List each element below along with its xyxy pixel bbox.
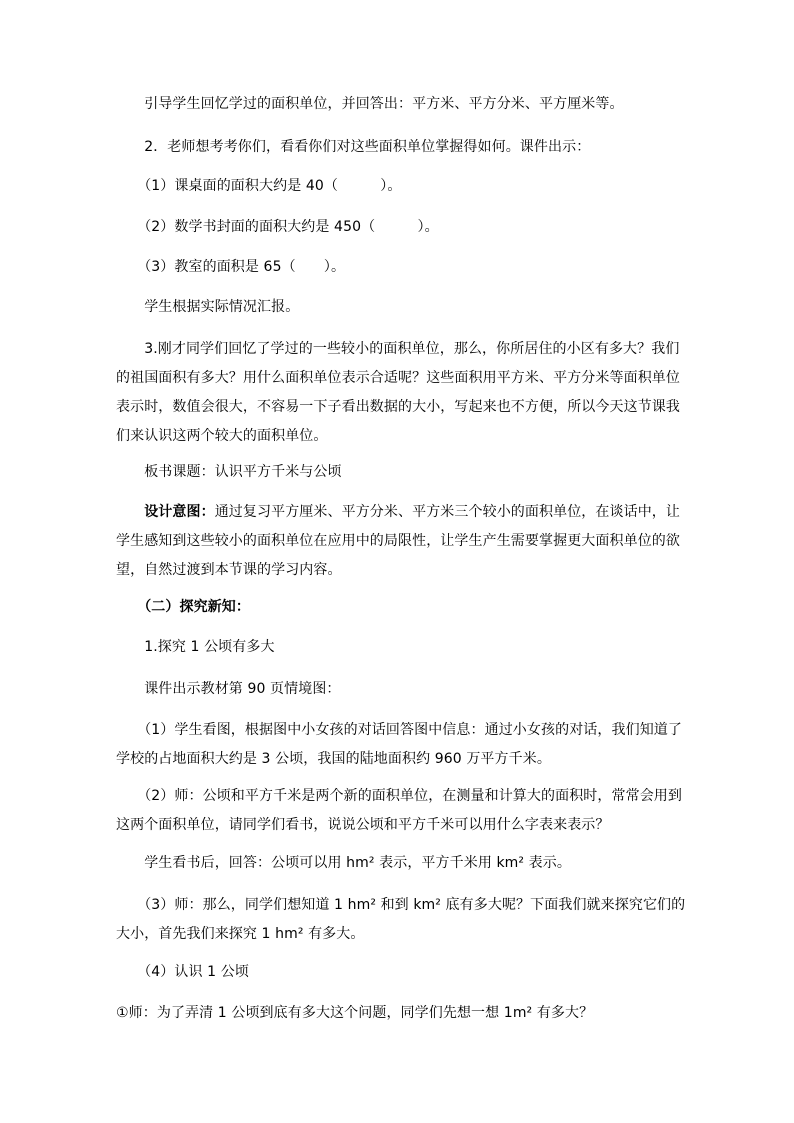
paragraph-student-answer: 学生看书后，回答：公顷可以用 hm² 表示，平方千米用 km² 表示。 [116, 855, 571, 871]
paragraph-circled-1: ①师：为了弄清 1 公顷到底有多大这个问题，同学们先想一想 1m² 有多大？ [116, 1005, 594, 1021]
design-intent-label: 设计意图： [116, 504, 215, 520]
paragraph-step-2: （2）师：公顷和平方千米是两个新的面积单位，在测量和计算大的面积时，常常会用到这两个面积单位，请同学们看书，说说公顷和平方千米可以用什么字表来表示？ [116, 788, 683, 833]
section-heading-explore: （二）探究新知： [116, 599, 250, 615]
paragraph-step-1: （1）学生看图，根据图中小女孩的对话回答图中信息：通过小女孩的对话，我们知道了学校的占地面积大约是 3 公顷，我国的陆地面积约 960 万平方千米。 [116, 722, 683, 767]
paragraph-step-3: （3）师：那么，同学们想知道 1 hm² 和到 km² 底有多大呢？下面我们就来探究它们的大小，首先我们来探究 1 hm² 有多大。 [116, 897, 686, 942]
paragraph-recall-units: 引导学生回忆学过的面积单位，并回答出：平方米、平方分米、平方厘米等。 [116, 96, 624, 112]
paragraph-explore-hectare: 1.探究 1 公顷有多大 [116, 639, 275, 655]
paragraph-board-title: 板书课题：认识平方千米与公顷 [116, 464, 342, 480]
design-intent-text: 通过复习平方厘米、平方分米、平方米三个较小的面积单位，在谈话中，让学生感知到这些较小的面积单位在应用中的局限性，让学生产生需要掌握更大面积单位的欲望，自然过渡到本节课的学习内容。 [116, 504, 681, 578]
paragraph-design-intent [116, 498, 686, 585]
paragraph-quiz-item-3: （3）教室的面积是 65（ ）。 [116, 259, 346, 275]
paragraph-quiz-item-1: （1）课桌面的面积大约是 40（ ）。 [116, 178, 402, 194]
paragraph-student-report: 学生根据实际情况汇报。 [116, 299, 300, 315]
paragraph-quiz-item-2: （2）数学书封面的面积大约是 450（ ）。 [116, 219, 439, 235]
paragraph-step-4: （4）认识 1 公顷 [116, 964, 249, 980]
paragraph-courseware-scene: 课件出示教材第 90 页情境图： [116, 681, 341, 697]
paragraph-large-units-intro: 3.刚才同学们回忆了学过的一些较小的面积单位，那么，你所居住的小区有多大？我们的祖国面积有多大？用什么面积单位表示合适呢？这些面积用平方米、平方分米等面积单位表示时，数值会很大，不容易一下子看出数据的大小，写起来也不方便，所以今天这节课我们来认识这两个较大的面积单位。 [116, 341, 680, 444]
paragraph-quiz-intro: 2．老师想考考你们，看看你们对这些面积单位掌握得如何。课件出示： [116, 139, 591, 155]
